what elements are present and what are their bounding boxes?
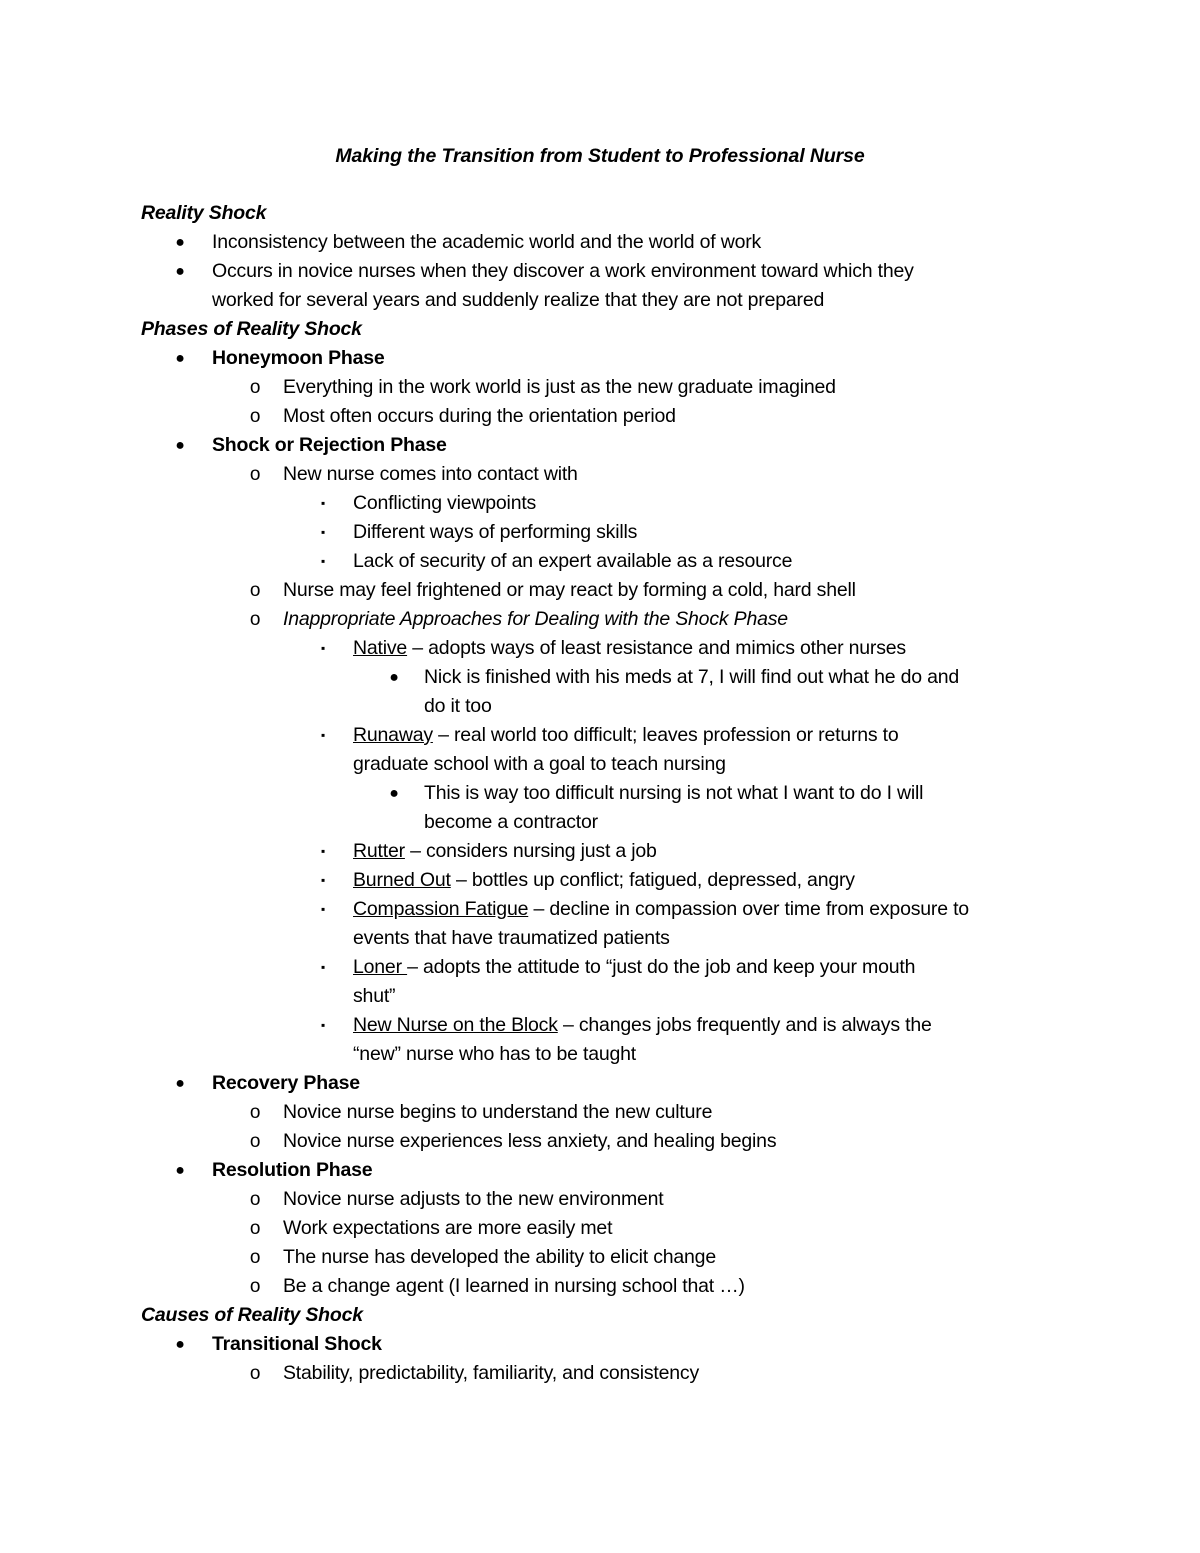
circle-bullet-icon: o — [249, 406, 261, 427]
example-text: This is way too difficult nursing is not what I want to do I will — [424, 782, 924, 804]
approach-item-burned-out — [0, 866, 1200, 895]
list-item — [0, 1185, 1200, 1214]
approach-desc: – adopts the attitude to “just do the job and keep your mouth — [407, 956, 916, 978]
cause-item-transitional — [0, 1330, 1200, 1359]
square-bullet-icon: ▪ — [320, 902, 326, 916]
square-bullet-icon: ▪ — [320, 960, 326, 974]
list-item — [0, 1272, 1200, 1301]
list-item-text: Different ways of performing skills — [353, 521, 638, 543]
approach-item-runaway — [0, 721, 1200, 750]
example-text: become a contractor — [424, 811, 598, 833]
approach-term: Native — [353, 637, 408, 659]
approach-text — [353, 895, 969, 924]
approach-desc: – bottles up conflict; fatigued, depressed, angry — [450, 869, 855, 891]
approach-text — [353, 721, 899, 750]
list-item-text: Inconsistency between the academic world and the world of work — [212, 231, 762, 253]
approach-desc: shut” — [353, 985, 396, 1007]
list-item — [0, 1359, 1200, 1388]
circle-bullet-icon: o — [249, 1363, 261, 1384]
approach-term: Runaway — [353, 724, 433, 746]
section-heading-phases: Phases of Reality Shock — [141, 318, 362, 340]
list-item-text: Novice nurse begins to understand the new culture — [283, 1101, 713, 1123]
list-item-text: Work expectations are more easily met — [283, 1217, 613, 1239]
list-item-continuation — [0, 286, 1200, 315]
list-item-text: Lack of security of an expert available as a resource — [353, 550, 793, 572]
square-bullet-icon: ▪ — [320, 873, 326, 887]
approach-term: Loner — [353, 956, 408, 978]
approach-desc: “new” nurse who has to be taught — [353, 1043, 637, 1065]
document-title: Making the Transition from Student to Professional Nurse — [335, 145, 865, 167]
approach-term: Burned Out — [353, 869, 451, 891]
approach-text — [353, 866, 855, 895]
circle-bullet-icon: o — [249, 1247, 261, 1268]
list-item — [0, 1098, 1200, 1127]
approach-text — [353, 1011, 932, 1040]
section-heading-reality-shock: Reality Shock — [141, 202, 267, 224]
list-item — [0, 576, 1200, 605]
approach-term: Rutter — [353, 840, 405, 862]
approach-term: Compassion Fatigue — [353, 898, 529, 920]
bullet-icon: ● — [175, 1075, 185, 1092]
subheading-approaches: Inappropriate Approaches for Dealing with the Shock Phase — [283, 608, 788, 630]
list-item — [0, 1127, 1200, 1156]
approach-text — [353, 837, 657, 866]
list-item — [0, 257, 1200, 286]
list-item — [0, 518, 1200, 547]
approach-term: New Nurse on the Block — [353, 1014, 558, 1036]
list-item-text: New nurse comes into contact with — [283, 463, 578, 485]
square-bullet-icon: ▪ — [320, 641, 326, 655]
bullet-icon: ● — [175, 350, 185, 367]
phase-item-resolution — [0, 1156, 1200, 1185]
phase-item-shock — [0, 431, 1200, 460]
approach-continuation — [0, 750, 1200, 779]
approach-desc: – adopts ways of least resistance and mimics other nurses — [407, 637, 906, 659]
list-item — [0, 1214, 1200, 1243]
example-item — [0, 779, 1200, 808]
list-item — [0, 605, 1200, 634]
approach-desc: events that have traumatized patients — [353, 927, 670, 949]
list-item — [0, 547, 1200, 576]
phase-label: Honeymoon Phase — [212, 347, 385, 369]
bullet-icon: ● — [175, 437, 185, 454]
circle-bullet-icon: o — [249, 609, 261, 630]
square-bullet-icon: ▪ — [320, 844, 326, 858]
square-bullet-icon: ▪ — [320, 1018, 326, 1032]
approach-item-compassion-fatigue — [0, 895, 1200, 924]
cause-label: Transitional Shock — [212, 1333, 382, 1355]
square-bullet-icon: ▪ — [320, 554, 326, 568]
approach-continuation — [0, 924, 1200, 953]
example-text: do it too — [424, 695, 492, 717]
bullet-icon: ● — [175, 1162, 185, 1179]
bullet-icon: ● — [175, 234, 185, 251]
list-item-text: Stability, predictability, familiarity, and consistency — [283, 1362, 700, 1384]
approach-item-rutter — [0, 837, 1200, 866]
approach-text — [353, 953, 915, 982]
circle-bullet-icon: o — [249, 464, 261, 485]
approach-item-loner — [0, 953, 1200, 982]
example-item — [0, 663, 1200, 692]
circle-bullet-icon: o — [249, 377, 261, 398]
example-text: Nick is finished with his meds at 7, I will find out what he do and — [424, 666, 960, 688]
list-item-text: Nurse may feel frightened or may react by forming a cold, hard shell — [283, 579, 856, 601]
approach-item-native — [0, 634, 1200, 663]
approach-text — [353, 634, 906, 663]
bullet-icon: ● — [175, 1336, 185, 1353]
phase-label: Shock or Rejection Phase — [212, 434, 447, 456]
bullet-icon: ● — [389, 785, 399, 802]
phase-item-honeymoon — [0, 344, 1200, 373]
list-item-text: Everything in the work world is just as the new graduate imagined — [283, 376, 836, 398]
approach-desc: – real world too difficult; leaves profession or returns to — [432, 724, 899, 746]
list-item — [0, 1243, 1200, 1272]
square-bullet-icon: ▪ — [320, 496, 326, 510]
list-item-text: Occurs in novice nurses when they discover a work environment toward which they — [212, 260, 914, 282]
list-item-text: Be a change agent (I learned in nursing school that …) — [283, 1275, 745, 1297]
circle-bullet-icon: o — [249, 1218, 261, 1239]
approach-desc: – considers nursing just a job — [404, 840, 657, 862]
list-item-text: Conflicting viewpoints — [353, 492, 537, 514]
circle-bullet-icon: o — [249, 1102, 261, 1123]
circle-bullet-icon: o — [249, 1276, 261, 1297]
document-body — [0, 199, 1200, 1388]
example-continuation — [0, 692, 1200, 721]
square-bullet-icon: ▪ — [320, 728, 326, 742]
list-item-text: Most often occurs during the orientation period — [283, 405, 676, 427]
approach-continuation — [0, 1040, 1200, 1069]
phase-label: Resolution Phase — [212, 1159, 373, 1181]
phase-item-recovery — [0, 1069, 1200, 1098]
approach-continuation — [0, 982, 1200, 1011]
phase-label: Recovery Phase — [212, 1072, 360, 1094]
circle-bullet-icon: o — [249, 580, 261, 601]
list-item-text: worked for several years and suddenly realize that they are not prepared — [212, 289, 825, 311]
bullet-icon: ● — [175, 263, 185, 280]
list-item-text: Novice nurse adjusts to the new environment — [283, 1188, 664, 1210]
approach-desc: – changes jobs frequently and is always the — [557, 1014, 932, 1036]
section-heading-causes: Causes of Reality Shock — [141, 1304, 363, 1326]
circle-bullet-icon: o — [249, 1131, 261, 1152]
list-item-text: Novice nurse experiences less anxiety, and healing begins — [283, 1130, 777, 1152]
approach-desc: graduate school with a goal to teach nursing — [353, 753, 726, 775]
list-item — [0, 460, 1200, 489]
list-item — [0, 489, 1200, 518]
approach-desc: – decline in compassion over time from exposure to — [528, 898, 969, 920]
list-item-text: The nurse has developed the ability to elicit change — [283, 1246, 716, 1268]
square-bullet-icon: ▪ — [320, 525, 326, 539]
approach-item-new-nurse-on-the-block — [0, 1011, 1200, 1040]
example-continuation — [0, 808, 1200, 837]
list-item — [0, 402, 1200, 431]
circle-bullet-icon: o — [249, 1189, 261, 1210]
list-item — [0, 373, 1200, 402]
bullet-icon: ● — [389, 669, 399, 686]
list-item — [0, 228, 1200, 257]
